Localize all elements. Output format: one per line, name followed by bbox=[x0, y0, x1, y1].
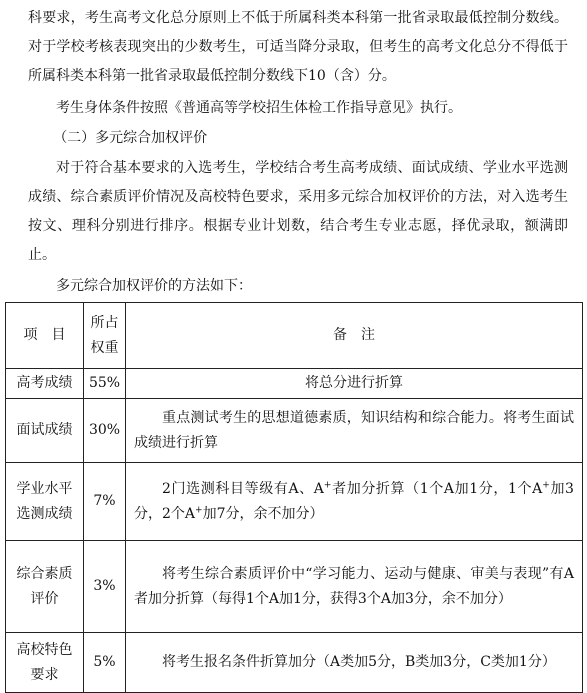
weighting-table bbox=[5, 302, 583, 693]
row-weight: 55% bbox=[84, 369, 126, 399]
row-note: 将考生综合素质评价中“学习能力、运动与健康、审美与表现”有A者加分折算（每得1个A加1分，获得3个A加3分，余不加分） bbox=[134, 565, 574, 607]
row-note: 将考生报名条件折算加分（A类加5分，B类加3分，C类加1分） bbox=[162, 654, 556, 670]
row-note: 重点测试考生的思想道德素质，知识结构和综合能力。将考生面试成绩进行折算 bbox=[134, 409, 574, 451]
row-weight: 3% bbox=[84, 541, 126, 633]
table-row bbox=[6, 633, 583, 693]
row-weight: 30% bbox=[84, 399, 126, 463]
table-row bbox=[6, 399, 583, 463]
paragraph-admission-score: 科要求，考生高考文化总分原则上不低于所属科类本科第一批省录取最低控制分数线。对于学校考核表现突出的少数考生，可适当降分录取，但考生的高考文化总分不得低于所属科类本科第一批省录取最低控制分数线下10（含）分。 bbox=[28, 10, 568, 84]
row-item: 学业水平选测成绩 bbox=[6, 463, 84, 541]
row-item: 高考成绩 bbox=[6, 369, 84, 399]
table-row bbox=[6, 369, 583, 399]
row-note: 将总分进行折算 bbox=[126, 369, 583, 399]
header-weight: 所占权重 bbox=[84, 303, 126, 369]
row-item: 面试成绩 bbox=[6, 399, 84, 463]
row-weight: 5% bbox=[84, 633, 126, 693]
row-weight: 7% bbox=[84, 463, 126, 541]
row-note: 2门选测科目等级有A、A+者加分折算（1个A加1分，1个A+加3分，2个A+加7分，余不加分） bbox=[134, 479, 574, 522]
table-row bbox=[6, 463, 583, 541]
header-item: 项 目 bbox=[6, 303, 84, 369]
row-item: 高校特色要求 bbox=[6, 633, 84, 693]
section-heading: （二）多元综合加权评价 bbox=[53, 130, 208, 146]
paragraph-table-intro: 多元综合加权评价的方法如下： bbox=[56, 278, 252, 294]
table-header-row bbox=[6, 303, 583, 369]
paragraph-physical-condition: 考生身体条件按照《普通高等学校招生体检工作指导意见》执行。 bbox=[56, 100, 462, 116]
paragraph-evaluation-method: 对于符合基本要求的入选考生，学校结合考生高考成绩、面试成绩、学业水平选测成绩、综合素质评价情况及高校特色要求，采用多元综合加权评价的方法，对入选考生按文、理科分别进行排序。根据专业计划数，结合考生专业志愿，择优录取，额满即止。 bbox=[28, 160, 568, 263]
row-item: 综合素质评价 bbox=[6, 541, 84, 633]
header-note: 备 注 bbox=[126, 303, 583, 369]
table-row bbox=[6, 541, 583, 633]
